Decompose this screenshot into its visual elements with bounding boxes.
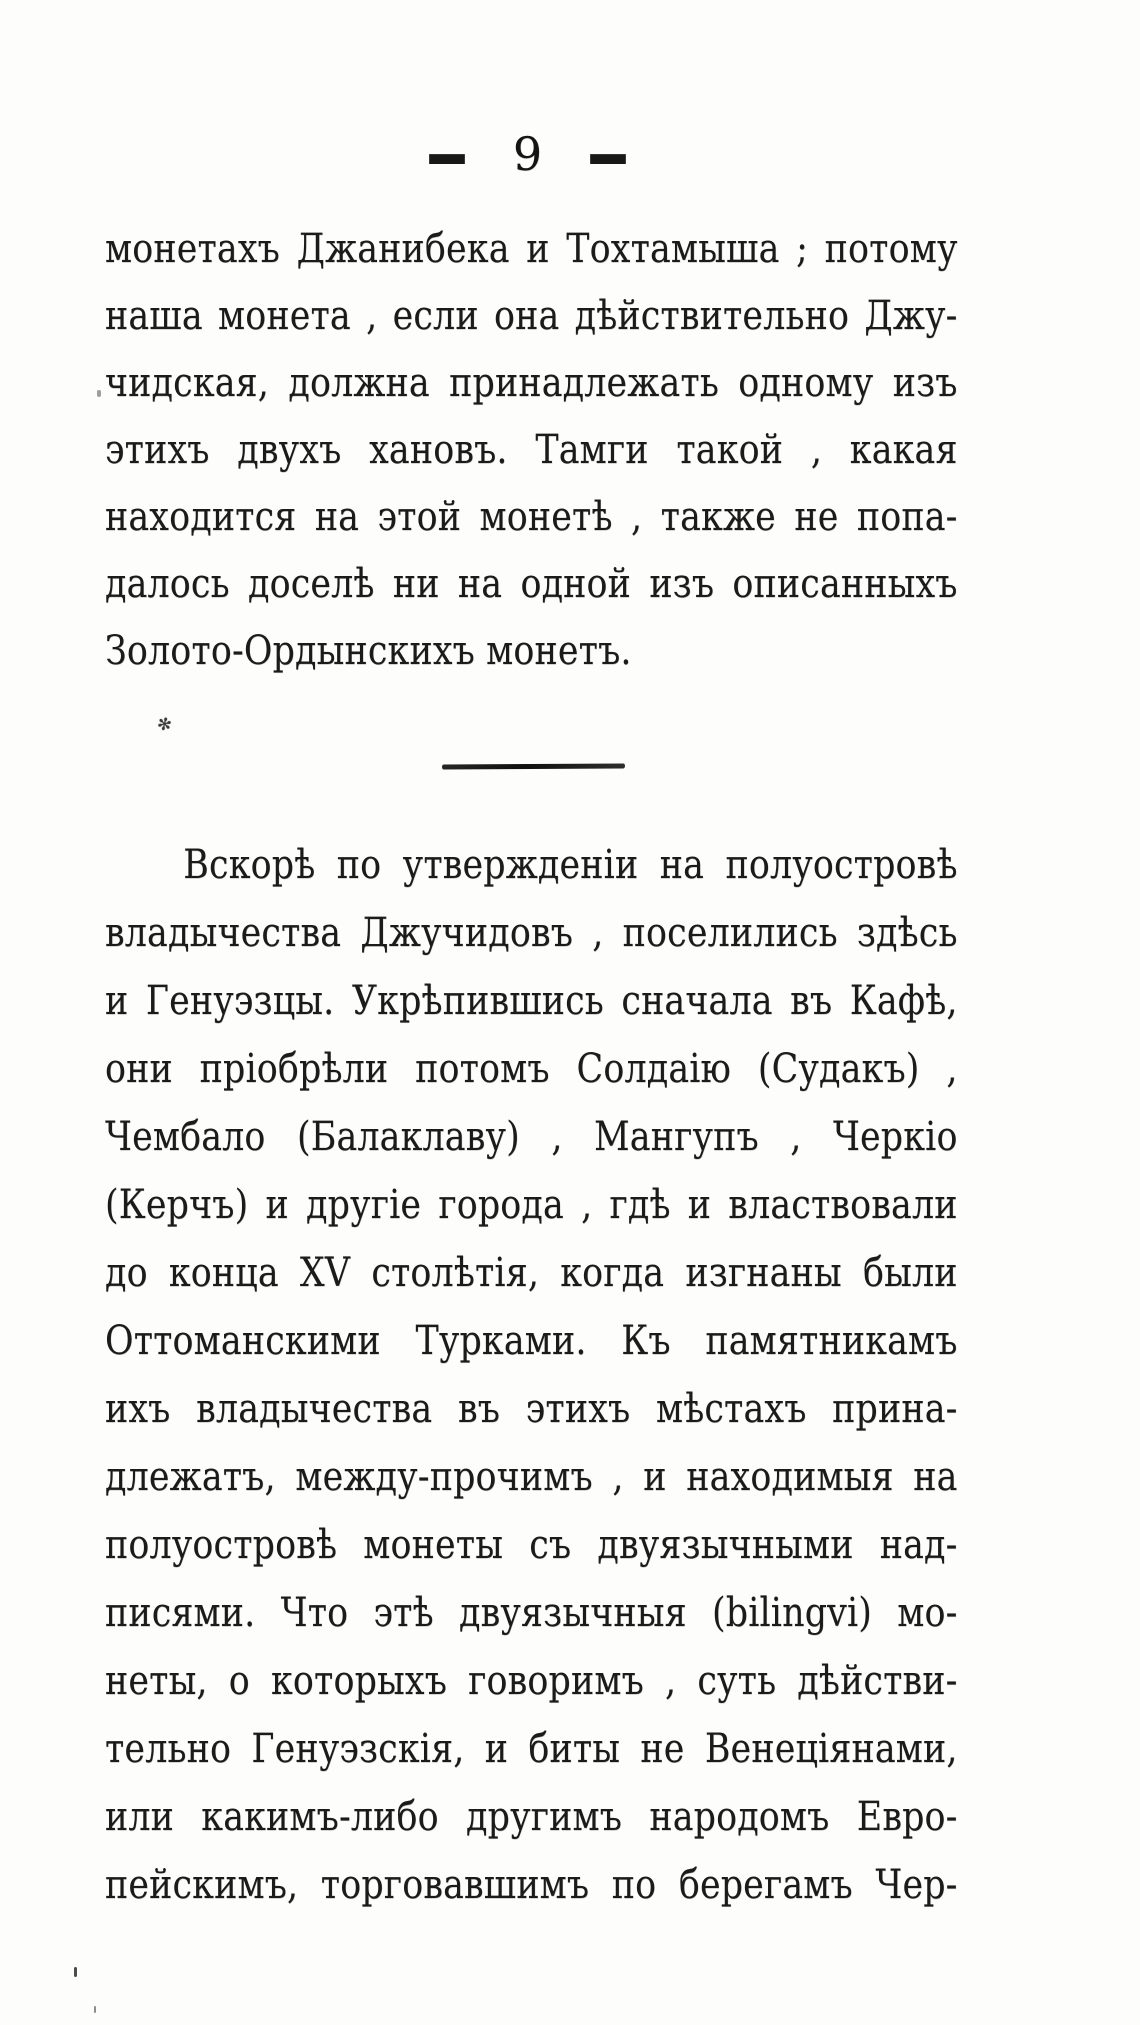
- text-line: находится на этой монетѣ , также не попа-: [105, 494, 958, 540]
- paragraph-2: [105, 831, 958, 1919]
- text-line: полуостровѣ монеты съ двуязычными над-: [105, 1522, 958, 1568]
- text-line: писями. Что этѣ двуязычныя (bilingvi) мо-: [105, 1590, 958, 1636]
- page-header-dash-right: —: [588, 103, 628, 203]
- text-line: Оттоманскими Турками. Къ памятникамъ: [105, 1318, 958, 1364]
- text-line: (Керчъ) и другіе города , гдѣ и властвовали: [105, 1182, 958, 1228]
- text-line: неты, о которыхъ говоримъ , суть дѣйстви-: [105, 1658, 958, 1704]
- text-line: пейскимъ, торговавшимъ по берегамъ Чер-: [105, 1862, 958, 1908]
- text-line: монетахъ Джанибека и Тохтамыша ; потому: [105, 226, 958, 272]
- text-line: Чембало (Балаклаву) , Мангупъ , Черкіо: [105, 1114, 958, 1160]
- text-line: тельно Генуэзскія, и биты не Венеціянами,: [105, 1726, 958, 1772]
- printer-ornament-mark: ✻: [154, 713, 174, 737]
- page-header: [427, 103, 628, 203]
- text-line: или какимъ-либо другимъ народомъ Евро-: [105, 1794, 958, 1840]
- text-line: до конца XV столѣтія, когда изгнаны были: [105, 1250, 958, 1296]
- text-line: ихъ владычества въ этихъ мѣстахъ прина-: [105, 1386, 958, 1432]
- text-line: далось доселѣ ни на одной изъ описанныхъ: [105, 561, 958, 607]
- text-line: они пріобрѣли потомъ Солдаію (Судакъ) ,: [105, 1046, 958, 1092]
- page-header-dash-left: —: [427, 103, 467, 203]
- paragraph-1: [105, 216, 958, 685]
- text-line: длежатъ, между-прочимъ , и находимыя на: [105, 1454, 958, 1500]
- text-line: наша монета , если она дѣйствительно Джу-: [105, 293, 958, 339]
- ink-speck: [74, 1967, 77, 1977]
- text-line: чидская, должна принадлежать одному изъ: [105, 360, 958, 406]
- text-line: Вскорѣ по утвержденіи на полуостровѣ: [183, 842, 958, 888]
- text-line: владычества Джучидовъ , поселились здѣсь: [105, 910, 958, 956]
- text-line: этихъ двухъ хановъ. Тамги такой , какая: [105, 427, 958, 473]
- ink-speck: [94, 2006, 96, 2013]
- page-number: 9: [512, 127, 543, 181]
- text-line: Золото-Ордынскихъ монетъ.: [105, 628, 632, 674]
- ink-speck: [97, 390, 101, 397]
- text-line: и Генуэзцы. Укрѣпившись сначала въ Кафѣ,: [105, 978, 958, 1024]
- section-divider-rule: [442, 763, 625, 769]
